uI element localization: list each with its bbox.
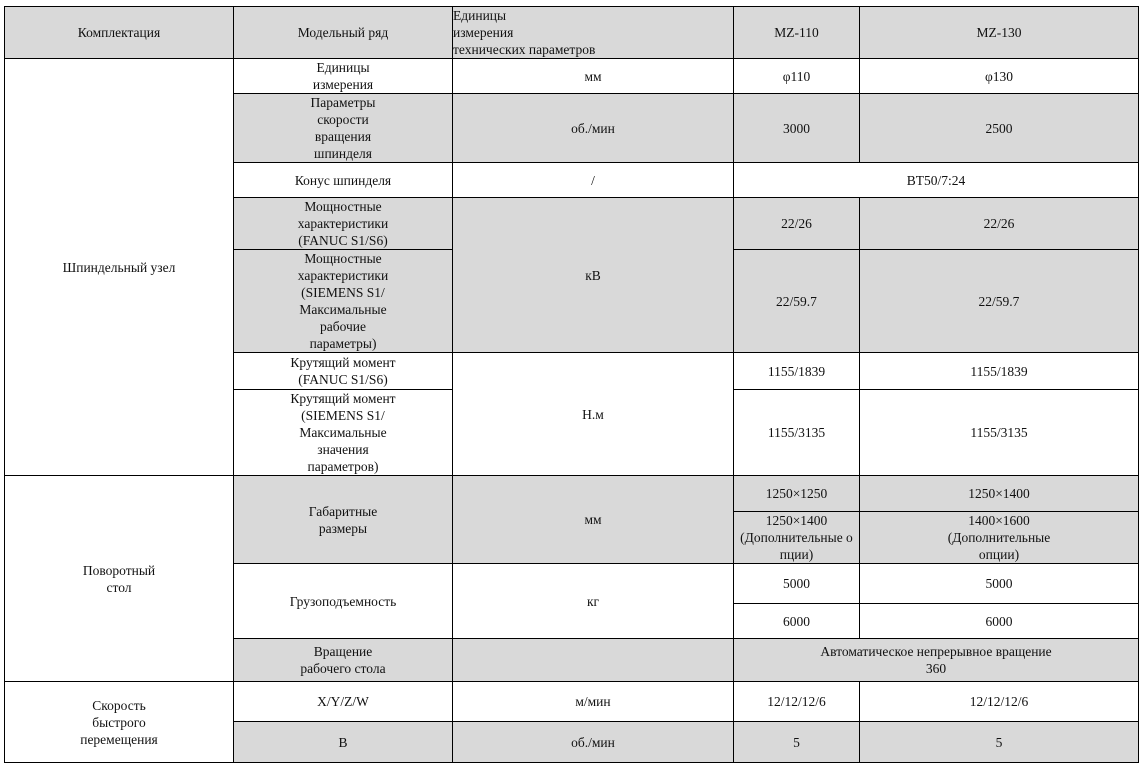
value-mz130-option: 1400×1600 (Дополнительные опции) xyxy=(860,512,1139,564)
value-mz110: 1155/3135 xyxy=(734,390,860,476)
value-mz110-option: 6000 xyxy=(734,604,860,639)
row-unit: Н.м xyxy=(453,353,734,476)
value-mz110: 5000 xyxy=(734,564,860,604)
value-mz110: φ110 xyxy=(734,59,860,94)
value-mz130: 5 xyxy=(860,722,1139,763)
row-unit: м/мин xyxy=(453,682,734,722)
row-name: Единицы измерения xyxy=(234,59,453,94)
row-name: Грузоподъемность xyxy=(234,564,453,639)
row-name: Крутящий момент (FANUC S1/S6) xyxy=(234,353,453,390)
row-unit xyxy=(453,639,734,682)
group-spindle: Шпиндельный узел xyxy=(5,59,234,476)
value-both-models: Автоматическое непрерывное вращение 360 xyxy=(734,639,1139,682)
specifications-table xyxy=(4,6,1139,763)
value-mz110: 1155/1839 xyxy=(734,353,860,390)
value-mz110: 22/26 xyxy=(734,198,860,250)
table-row xyxy=(5,682,1139,722)
row-name: Мощностные характеристики (SIEMENS S1/ Максимальные рабочие параметры) xyxy=(234,250,453,353)
header-units: Единицы измерения технических параметров xyxy=(453,7,734,59)
row-unit: кг xyxy=(453,564,734,639)
row-unit: мм xyxy=(453,476,734,564)
value-mz130: φ130 xyxy=(860,59,1139,94)
header-model-range: Модельный ряд xyxy=(234,7,453,59)
value-mz130: 1155/3135 xyxy=(860,390,1139,476)
value-mz110: 1250×1250 xyxy=(734,476,860,512)
value-mz130: 22/26 xyxy=(860,198,1139,250)
table-header-row xyxy=(5,7,1139,59)
row-name: X/Y/Z/W xyxy=(234,682,453,722)
table-row xyxy=(5,476,1139,512)
value-mz130: 12/12/12/6 xyxy=(860,682,1139,722)
header-configuration: Комплектация xyxy=(5,7,234,59)
row-unit: об./мин xyxy=(453,722,734,763)
row-name: Вращение рабочего стола xyxy=(234,639,453,682)
group-rotary-table: Поворотный стол xyxy=(5,476,234,682)
value-mz130-option: 6000 xyxy=(860,604,1139,639)
value-mz130: 2500 xyxy=(860,94,1139,163)
row-name: Крутящий момент (SIEMENS S1/ Максимальные значения параметров) xyxy=(234,390,453,476)
value-mz110: 5 xyxy=(734,722,860,763)
group-rapid-traverse: Скорость быстрого перемещения xyxy=(5,682,234,763)
value-mz110: 3000 xyxy=(734,94,860,163)
header-mz130: MZ-130 xyxy=(860,7,1139,59)
row-unit: кВ xyxy=(453,198,734,353)
row-name: Параметры скорости вращения шпинделя xyxy=(234,94,453,163)
row-unit: об./мин xyxy=(453,94,734,163)
value-mz130: 22/59.7 xyxy=(860,250,1139,353)
value-mz110: 22/59.7 xyxy=(734,250,860,353)
row-name: Габаритные размеры xyxy=(234,476,453,564)
value-mz130: 1250×1400 xyxy=(860,476,1139,512)
row-name: Конус шпинделя xyxy=(234,163,453,198)
value-mz110: 12/12/12/6 xyxy=(734,682,860,722)
row-unit: / xyxy=(453,163,734,198)
row-name: Мощностные характеристики (FANUC S1/S6) xyxy=(234,198,453,250)
value-mz130: 5000 xyxy=(860,564,1139,604)
value-mz130: 1155/1839 xyxy=(860,353,1139,390)
row-name: B xyxy=(234,722,453,763)
table-row xyxy=(5,59,1139,94)
value-both-models: BT50/7:24 xyxy=(734,163,1139,198)
header-mz110: MZ-110 xyxy=(734,7,860,59)
value-mz110-option: 1250×1400 (Дополнительные о пции) xyxy=(734,512,860,564)
row-unit: мм xyxy=(453,59,734,94)
